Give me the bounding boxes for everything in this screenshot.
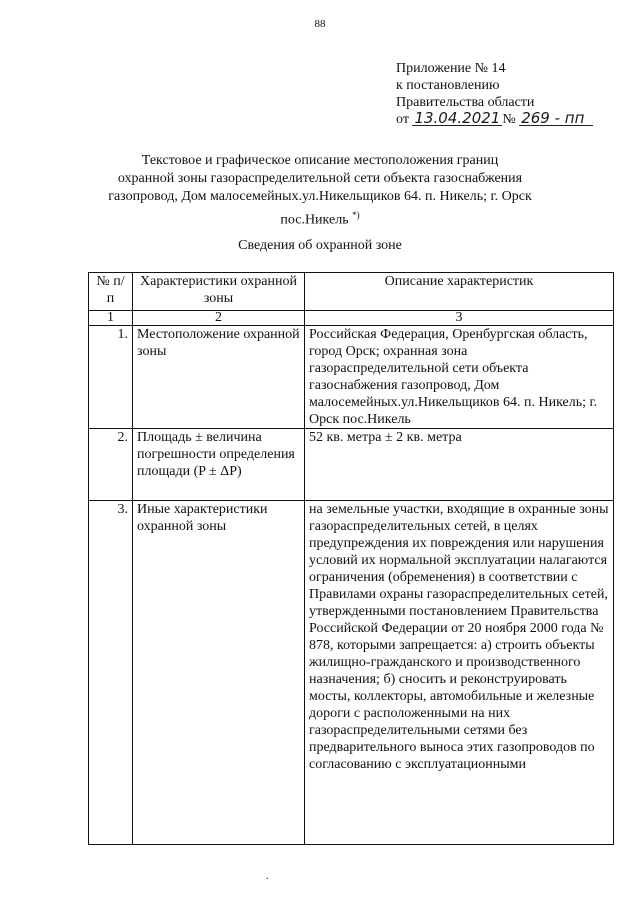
row-name: Местоположение охранной зоны <box>133 326 305 429</box>
zone-table <box>88 272 614 845</box>
header-num: № п/п <box>89 273 133 311</box>
row-num: 1. <box>89 326 133 429</box>
table-header-row <box>89 273 614 311</box>
table-row <box>89 429 614 501</box>
index-cell: 3 <box>305 311 614 326</box>
number-prefix: № <box>502 112 516 127</box>
table-row <box>89 326 614 429</box>
title-line-3: газопровод, Дом малосемейных.ул.Никельщиков 64. п. Никель; г. Орск <box>108 189 532 204</box>
document-title <box>60 152 580 230</box>
row-desc: на земельные участки, входящие в охранные зоны газораспределительных сетей, в целях предупреждения их повреждения или нарушения условий их нормальной эксплуатации налагаются ограничения (обременения) в соответствии с Правилами охраны газораспределительных сетей, утвержденными постановлением Правительства Российской Федерации от 20 ноября 2000 года № 878, которыми запрещается: а) строить объекты жилищно-гражданского и производственного назначения; б) сносить и реконструировать мосты, коллекторы, автомобильные и железные дороги с расположенными на них газораспределительными сетями без предварительного выноса этих газопроводов по согласованию с эксплуатационными <box>305 501 614 845</box>
bottom-mark: . <box>266 871 269 882</box>
row-name: Площадь ± величина погрешности определения площади (P ± ΔP) <box>133 429 305 501</box>
table-index-row <box>89 311 614 326</box>
footnote-mark: *) <box>352 210 360 220</box>
row-num: 3. <box>89 501 133 845</box>
index-cell: 2 <box>133 311 305 326</box>
table-row <box>89 501 614 845</box>
row-desc: 52 кв. метра ± 2 кв. метра <box>305 429 614 501</box>
index-cell: 1 <box>89 311 133 326</box>
row-num: 2. <box>89 429 133 501</box>
title-line-4 <box>60 206 580 230</box>
appendix-block <box>396 60 593 128</box>
page-number: 88 <box>314 18 326 30</box>
section-subtitle: Сведения об охранной зоне <box>238 238 402 253</box>
date-prefix: от <box>396 112 409 127</box>
title-line-2: охранной зоны газораспределительной сети объекта газоснабжения <box>117 171 523 186</box>
handwritten-date: 13.04.2021 <box>414 109 501 127</box>
appendix-date-line <box>396 111 593 128</box>
title-location: пос.Никель <box>280 212 349 228</box>
row-desc: Российская Федерация, Оренбургская область, город Орск; охранная зона газораспределительной сети объекта газоснабжения газопровод, Дом малосемейных.ул.Никельщиков 64. п. Никель; г. Орск пос.Никель <box>305 326 614 429</box>
handwritten-number: 269 - пп <box>519 111 593 126</box>
title-line-1: Текстовое и графическое описание местоположения границ <box>141 153 499 168</box>
header-desc: Описание характеристик <box>305 273 614 311</box>
row-name: Иные характеристики охранной зоны <box>133 501 305 845</box>
appendix-title: Приложение № 14 <box>396 61 506 76</box>
header-name: Характеристики охранной зоны <box>133 273 305 311</box>
appendix-line-decree: к постановлению <box>396 78 500 93</box>
appendix-line-government: Правительства области <box>396 95 535 110</box>
